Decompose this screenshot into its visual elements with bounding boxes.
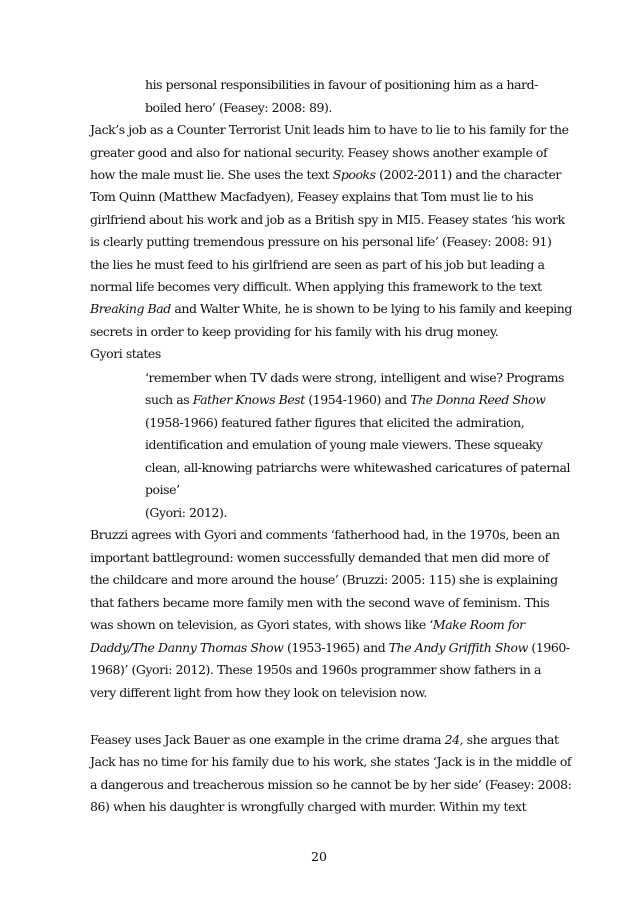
text-line	[90, 777, 571, 793]
text-line	[90, 595, 549, 611]
text-line	[145, 370, 564, 386]
text-line	[90, 324, 498, 340]
italic-title: Daddy/The Danny Thomas Show	[90, 640, 284, 655]
text-line	[90, 189, 533, 205]
text-run: normal life becomes very difficult. When applying this framework to the text	[90, 279, 542, 294]
italic-title: Breaking Bad	[90, 301, 171, 316]
text-run: poise’	[145, 482, 180, 497]
italic-title: The Andy Griffith Show	[388, 640, 528, 655]
page-number: 20	[311, 849, 327, 864]
text-line	[90, 301, 572, 317]
italic-title: Make Room for	[432, 617, 525, 632]
text-run: 1968)’ (Gyori: 2012). These 1950s and 1960s programmer show fathers in a	[90, 662, 541, 677]
text-run: girlfriend about his work and job as a British spy in MI5. Feasey states ‘his work	[90, 212, 565, 227]
text-run: the lies he must feed to his girlfriend are seen as part of his job but leading a	[90, 257, 545, 272]
text-run: ‘remember when TV dads were strong, intelligent and wise? Programs	[145, 370, 565, 385]
text-run: greater good and also for national security. Feasey shows another example of	[90, 145, 548, 160]
text-run: clean, all-knowing patriarchs were whitewashed caricatures of paternal	[145, 460, 571, 475]
text-run: identification and emulation of young male viewers. These squeaky	[145, 437, 543, 452]
text-run: such as	[145, 392, 193, 407]
italic-title: Father Knows Best	[192, 392, 305, 407]
text-line	[90, 799, 526, 815]
text-run: she argues that	[463, 732, 559, 747]
text-run: a dangerous and treacherous mission so he cannot be by her side’ (Feasey: 2008:	[90, 777, 572, 792]
text-line	[90, 279, 542, 295]
text-line	[145, 392, 546, 408]
text-run: Feasey uses Jack Bauer as one example in the crime drama	[90, 732, 445, 747]
text-line	[90, 754, 571, 770]
text-run: (1953-1965) and	[283, 640, 389, 655]
text-line	[90, 572, 558, 588]
text-run: Bruzzi agrees with Gyori and comments ‘fatherhood had, in the 1970s, been an	[90, 527, 560, 542]
text-line	[90, 617, 525, 633]
text-run: how the male must lie. She uses the text	[90, 167, 333, 182]
text-run: 86) when his daughter is wrongfully charged with murder. Within my text	[90, 799, 527, 814]
text-line	[145, 482, 180, 498]
text-run: Jack’s job as a Counter Terrorist Unit leads him to have to lie to his family for the	[90, 122, 569, 137]
text-line	[90, 732, 559, 748]
text-run: important battleground: women successfully demanded that men did more of	[90, 550, 549, 565]
text-line	[90, 234, 551, 250]
text-run: is clearly putting tremendous pressure on his personal life’ (Feasey: 2008: 91)	[90, 234, 552, 249]
text-run: his personal responsibilities in favour of positioning him as a hard-	[145, 77, 538, 92]
text-run: (1954-1960) and	[304, 392, 411, 407]
text-run: (Gyori: 2012).	[145, 505, 227, 520]
italic-title: Spooks	[332, 167, 376, 182]
text-line	[145, 505, 227, 521]
text-line	[90, 662, 541, 678]
text-run: secrets in order to keep providing for his family with his drug money.	[90, 324, 499, 339]
text-line	[90, 640, 570, 656]
text-run: was shown on television, as Gyori states, with shows like ‘	[90, 617, 433, 632]
text-line	[145, 100, 332, 116]
text-line	[145, 460, 570, 476]
text-run: very different light from how they look on television now.	[90, 685, 427, 700]
italic-title: The Donna Reed Show	[410, 392, 546, 407]
text-run: that fathers became more family men with the second wave of feminism. This	[90, 595, 550, 610]
text-line	[90, 167, 561, 183]
text-line	[90, 685, 427, 701]
text-line	[90, 346, 161, 362]
text-line	[90, 257, 544, 273]
text-line	[145, 77, 538, 93]
text-run: (1960-	[527, 640, 570, 655]
text-run: (1958-1966) featured father figures that elicited the admiration,	[145, 415, 525, 430]
text-line	[90, 527, 560, 543]
text-run: (2002-2011) and the character	[375, 167, 561, 182]
text-run: Jack has no time for his family due to his work, she states ‘Jack is in the middle of	[90, 754, 572, 769]
text-run: Tom Quinn (Matthew Macfadyen), Feasey explains that Tom must lie to his	[90, 189, 534, 204]
text-line	[90, 212, 565, 228]
text-run: boiled hero’ (Feasey: 2008: 89).	[145, 100, 332, 115]
text-line	[90, 550, 549, 566]
italic-title: 24,	[444, 732, 464, 747]
text-line	[145, 415, 524, 431]
text-run: and Walter White, he is shown to be lying to his family and keeping	[170, 301, 572, 316]
text-run: the childcare and more around the house’ (Bruzzi: 2005: 115) she is explaining	[90, 572, 558, 587]
text-line	[90, 122, 569, 138]
text-run: Gyori states	[90, 346, 161, 361]
text-line	[90, 145, 547, 161]
text-line	[145, 437, 543, 453]
